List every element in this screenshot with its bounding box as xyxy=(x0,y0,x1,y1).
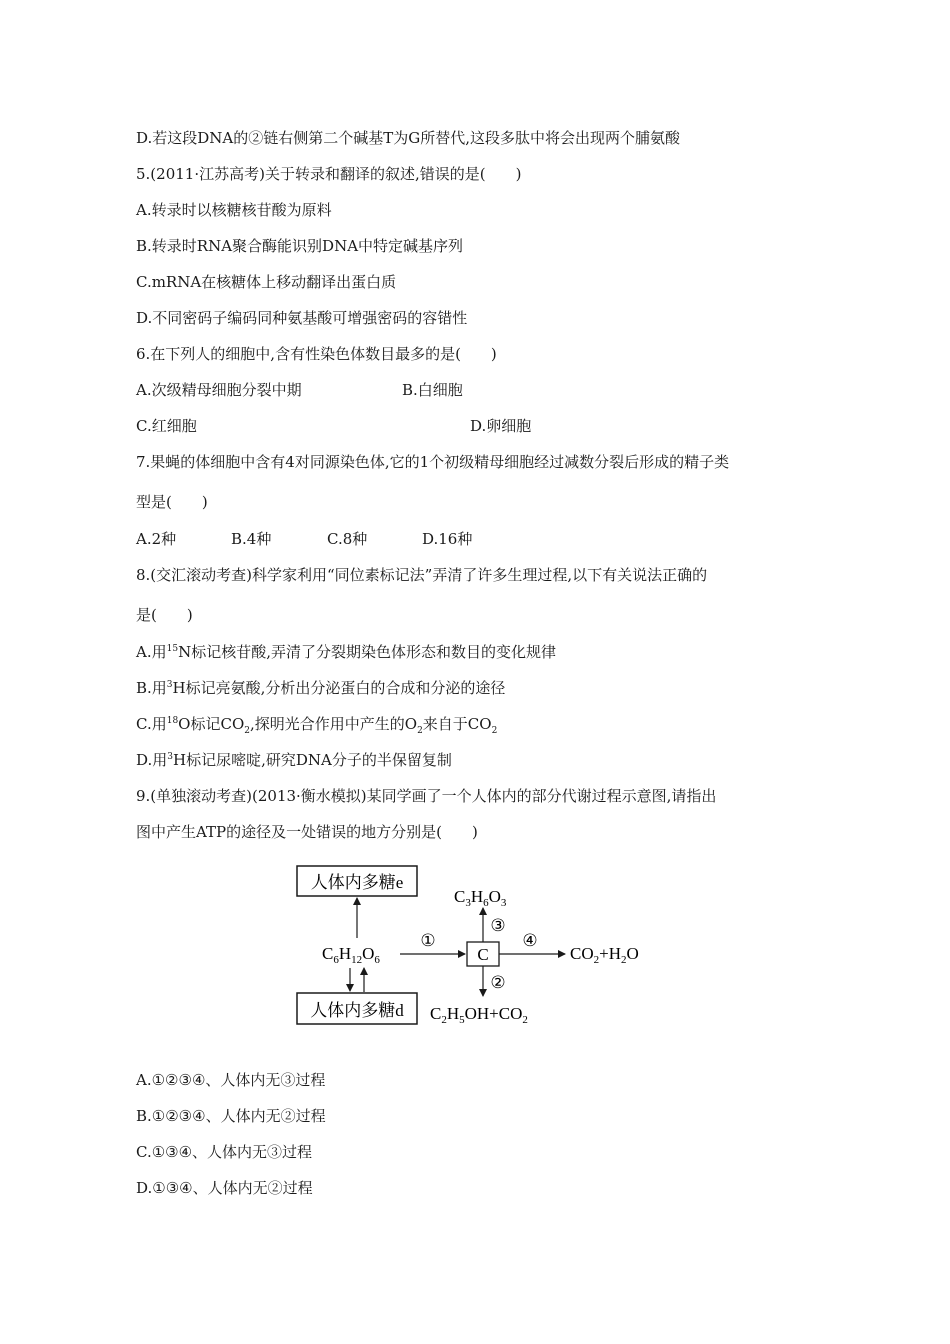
q7-option-c[interactable]: C.8种 xyxy=(327,530,368,548)
q8-option-d[interactable]: D.用$^3$H标记尿嘧啶,研究DNA分子的半保留复制 xyxy=(136,751,452,769)
q7-stem-line1: 7.果蝇的体细胞中含有4对同源染色体,它的1个初级精母细胞经过减数分裂后形成的精子类 xyxy=(136,453,730,471)
marker-2: ② xyxy=(490,973,506,992)
q8-option-a[interactable]: A.用$^{15}$N标记核苷酸,弄清了分裂期染色体形态和数目的变化规律 xyxy=(136,643,556,661)
q6-option-a[interactable]: A.次级精母细胞分裂中期 xyxy=(136,381,302,399)
q6-option-d[interactable]: D.卵细胞 xyxy=(470,417,532,435)
q9-option-c[interactable]: C.①③④、人体内无③过程 xyxy=(136,1143,313,1161)
q7-option-d[interactable]: D.16种 xyxy=(422,530,473,548)
q8-option-c[interactable]: C.用$^{18}$O标记$CO_2$,探明光合作用中产生的$O_2$来自于$CO_2$ xyxy=(136,715,498,736)
q5-option-a[interactable]: A.转录时以核糖核苷酸为原料 xyxy=(136,201,332,219)
marker-3: ③ xyxy=(490,916,506,935)
metabolism-diagram xyxy=(290,860,670,1035)
q5-option-d[interactable]: D.不同密码子编码同种氨基酸可增强密码的容错性 xyxy=(136,309,468,327)
q8-stem-line1: 8.(交汇滚动考查)科学家利用“同位素标记法”弄清了许多生理过程,以下有关说法正确的 xyxy=(136,566,708,584)
marker-1: ① xyxy=(420,931,436,950)
q9-option-a[interactable]: A.①②③④、人体内无③过程 xyxy=(136,1071,326,1089)
node-c-label: C xyxy=(477,945,489,964)
q6-option-b[interactable]: B.白细胞 xyxy=(402,381,463,399)
q9-stem-line1: 9.(单独滚动考查)(2013·衡水模拟)某同学画了一个人体内的部分代谢过程示意图,请指出 xyxy=(136,787,717,805)
glucose-formula: $C_6H_{12}O_6$ xyxy=(322,944,380,966)
q9-option-b[interactable]: B.①②③④、人体内无②过程 xyxy=(136,1107,326,1125)
box-e-label: 人体内多糖e xyxy=(310,873,404,892)
q5-option-b[interactable]: B.转录时RNA聚合酶能识别DNA中特定碱基序列 xyxy=(136,237,464,255)
marker-4: ④ xyxy=(522,931,538,950)
co2-water-formula: $CO_2+H_2O$ xyxy=(570,944,639,966)
q9-option-d[interactable]: D.①③④、人体内无②过程 xyxy=(136,1179,313,1197)
q7-stem-line2: 型是( ) xyxy=(136,493,208,511)
q5-option-c[interactable]: C.mRNA在核糖体上移动翻译出蛋白质 xyxy=(136,273,397,291)
q6-stem: 6.在下列人的细胞中,含有性染色体数目最多的是( ) xyxy=(136,345,497,363)
lactic-acid-formula: $C_3H_6O_3$ xyxy=(454,887,507,909)
q8-option-b[interactable]: B.用$^3$H标记亮氨酸,分析出分泌蛋白的合成和分泌的途径 xyxy=(136,679,506,697)
top-option-d: D.若这段DNA的②链右侧第二个碱基T为G所替代,这段多肽中将会出现两个脯氨酸 xyxy=(136,129,681,147)
q7-option-a[interactable]: A.2种 xyxy=(136,530,177,548)
q5-stem: 5.(2011·江苏高考)关于转录和翻译的叙述,错误的是( ) xyxy=(136,165,522,183)
box-d-label: 人体内多糖d xyxy=(310,1001,404,1020)
q7-option-b[interactable]: B.4种 xyxy=(231,530,272,548)
q8-stem-line2: 是( ) xyxy=(136,606,193,624)
q6-option-c[interactable]: C.红细胞 xyxy=(136,417,197,435)
ethanol-formula: $C_2H_5OH+CO_2$ xyxy=(430,1004,528,1026)
q9-stem-line2: 图中产生ATP的途径及一处错误的地方分别是( ) xyxy=(136,823,478,841)
